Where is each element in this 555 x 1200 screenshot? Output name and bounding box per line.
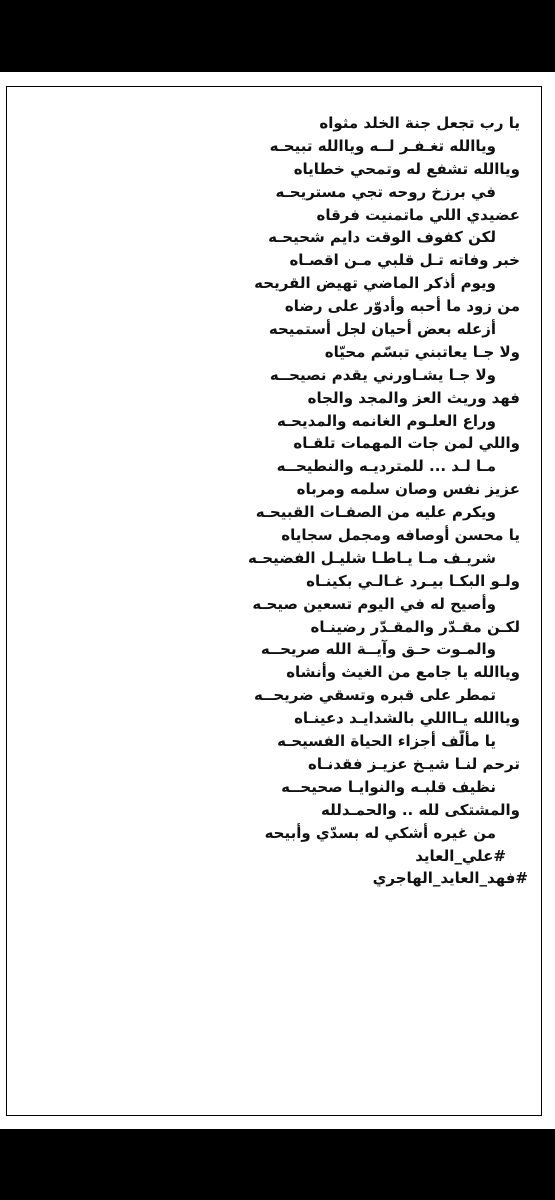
poem-line: في برزخ روحه تجي مستريحـه xyxy=(275,182,496,201)
poem-line: من غيره أشكي له بسدّي وأبيحه xyxy=(264,823,496,842)
poem-line: لكـن مقـدّر والمقـدّر رضينـاه xyxy=(310,617,520,636)
poem-line: تمطر على قبره وتسقي ضريحــه xyxy=(253,686,496,705)
poem-line: عضيدي اللي ماتمنيت فرقاه xyxy=(316,205,520,224)
poem-line: يا مألّف أجزاء الحياة الفسيحـه xyxy=(277,732,496,751)
poem-line: وياالله يـااللي بالشدايـد دعينـاه xyxy=(294,709,520,728)
poem-line: والمـوت حـق وآيــة الله صريحــه xyxy=(260,640,496,659)
poem-line: خبر وفاته تـل قلبي مـن اقصـاه xyxy=(289,251,520,270)
poem-line: فهد وريث العز والمجد والجاه xyxy=(307,388,520,407)
hashtag-ali-alayed: #علي_العايد xyxy=(415,846,506,865)
poem-line: لكن كفوف الوقت دايم شحيحـه xyxy=(268,228,496,247)
poem-line: ولا جـا يشـاورني يقدم نصيحــه xyxy=(269,365,496,384)
poem-line: وياالله تغـفـر لــه وياالله تبيحـه xyxy=(269,136,496,155)
poem-line: وأصيح له في اليوم تسعين صيحـه xyxy=(252,594,496,613)
poem-line: من زود ما أحبه وأدوّر على رضاه xyxy=(284,297,520,316)
poem-line: واللي لمن جات المهمات تلقـاه xyxy=(293,434,520,453)
poem-line: ويوم أذكر الماضي تهيض القريحه xyxy=(254,274,496,293)
poem-line: وياالله يا جامع من الغيث وأنشاه xyxy=(286,663,520,682)
poem-line: وياالله تشفع له وتمحي خطاياه xyxy=(293,159,520,178)
poem-line: ولـو البكـا بيـرد غـالـي بكينـاه xyxy=(306,571,520,590)
poem-line: أزعله بعض أحيان لجل أستميحه xyxy=(268,320,496,339)
poem-line: عزيز نفس وصان سلمه ومرباه xyxy=(296,480,520,499)
poem-image xyxy=(0,72,555,1129)
poem-line: نظيف قلبـه والنوايـا صحيحــه xyxy=(281,777,496,796)
poem-line: وراع العلـوم الغانمه والمديحـه xyxy=(276,411,496,430)
poem-line: ترحم لنـا شيـخ عزيـز فقدنـاه xyxy=(308,754,520,773)
poem-line: والمشتكى لله .. والحمـدلله xyxy=(321,800,520,819)
poem-line: يا محسن أوصافه ومجمل سجاياه xyxy=(281,526,520,545)
hashtag-fahad-alayed-alhajri: #فهد_العايد_الهاجري xyxy=(372,869,528,888)
poem-line: شريـف مـا يـاطـا شليـل الفضيحـه xyxy=(248,548,496,567)
poem-text xyxy=(8,112,528,890)
poem-line: مـا لـد ... للمترديـه والنطيحــه xyxy=(276,457,496,476)
poem-line: يا رب تجعل جنة الخلد مثواه xyxy=(319,114,520,132)
poem-line: ويكرم عليه من الصفـات القبيحـه xyxy=(255,503,496,522)
poem-line: ولا جـا يعاتبني تبسّم محيّاه xyxy=(324,342,520,361)
